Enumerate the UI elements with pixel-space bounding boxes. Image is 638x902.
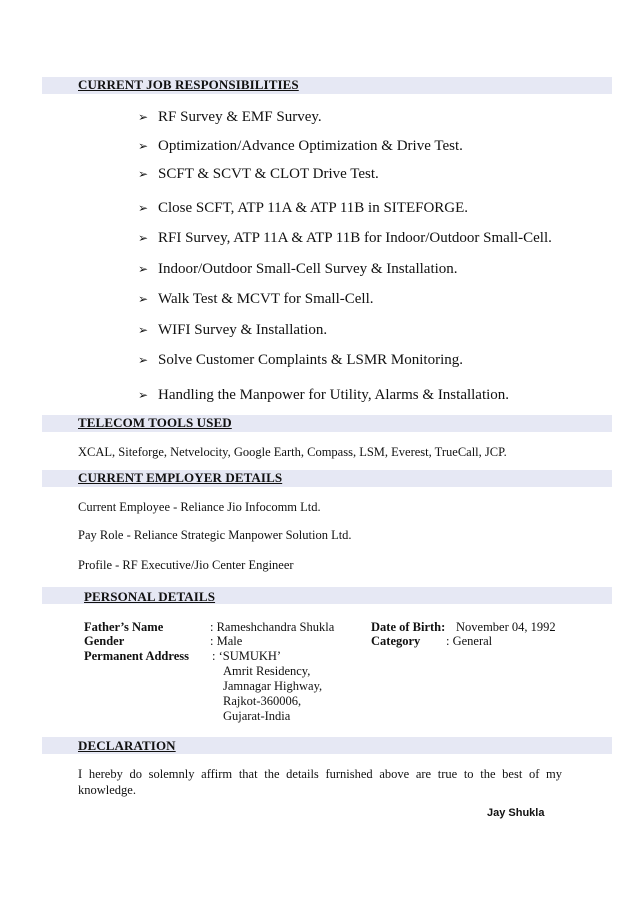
address-line: Gujarat-India <box>223 709 291 723</box>
list-item-text: Walk Test & MCVT for Small-Cell. <box>158 291 374 307</box>
arrow-bullet-icon: ➢ <box>138 353 149 367</box>
pay-role-text: Pay Role - Reliance Strategic Manpower Solution Ltd. <box>78 528 352 542</box>
list-item <box>138 137 463 155</box>
arrow-bullet-icon: ➢ <box>138 292 149 306</box>
list-item-text: SCFT & SCVT & CLOT Drive Test. <box>158 166 379 182</box>
section-title-personal: PERSONAL DETAILS <box>84 589 216 604</box>
list-item-text: Close SCFT, ATP 11A & ATP 11B in SITEFORGE. <box>158 200 469 216</box>
list-item-text: Indoor/Outdoor Small-Cell Survey & Installation. <box>158 261 458 277</box>
profile-text: Profile - RF Executive/Jio Center Engineer <box>78 558 294 572</box>
address-line: : ‘SUMUKH’ <box>212 649 282 663</box>
section-title-telecom-tools: TELECOM TOOLS USED <box>78 415 232 430</box>
declaration-text: I hereby do solemnly affirm that the details furnished above are true to the best of my knowledge. <box>78 767 562 797</box>
dob-value: November 04, 1992 <box>456 620 556 634</box>
arrow-bullet-icon: ➢ <box>138 167 149 181</box>
list-item <box>138 260 458 278</box>
arrow-bullet-icon: ➢ <box>138 110 149 124</box>
address-line: Rajkot-360006, <box>223 694 302 708</box>
section-title-declaration: DECLARATION <box>78 738 176 753</box>
list-item-text: RF Survey & EMF Survey. <box>158 109 322 125</box>
list-item <box>138 386 509 404</box>
arrow-bullet-icon: ➢ <box>138 201 149 215</box>
category-value: : General <box>446 634 493 648</box>
dob-label: Date of Birth: <box>371 620 446 634</box>
list-item-text: RFI Survey, ATP 11A & ATP 11B for Indoor/Outdoor Small-Cell. <box>158 230 552 246</box>
list-item <box>138 229 552 247</box>
list-item <box>138 290 374 308</box>
tools-text: XCAL, Siteforge, Netvelocity, Google Earth, Compass, LSM, Everest, TrueCall, JCP. <box>78 445 507 459</box>
section-title-current-job: CURRENT JOB RESPONSIBILITIES <box>78 77 299 92</box>
list-item-text: Handling the Manpower for Utility, Alarms & Installation. <box>158 387 510 403</box>
father-name-value: : Rameshchandra Shukla <box>210 620 335 634</box>
list-item <box>138 108 322 126</box>
list-item-text: WIFI Survey & Installation. <box>158 322 328 338</box>
arrow-bullet-icon: ➢ <box>138 323 149 337</box>
category-label: Category <box>371 634 421 648</box>
list-item <box>138 321 327 339</box>
list-item-text: Optimization/Advance Optimization & Drive Test. <box>158 138 463 154</box>
address-line: Jamnagar Highway, <box>223 679 323 693</box>
arrow-bullet-icon: ➢ <box>138 262 149 276</box>
list-item-text: Solve Customer Complaints & LSMR Monitoring. <box>158 352 464 368</box>
arrow-bullet-icon: ➢ <box>138 388 149 402</box>
current-employee-text: Current Employee - Reliance Jio Infocomm Ltd. <box>78 500 321 514</box>
father-name-label: Father’s Name <box>84 620 164 634</box>
list-item <box>138 165 379 183</box>
address-line: Amrit Residency, <box>223 664 311 678</box>
signature-name: Jay Shukla <box>487 807 545 819</box>
arrow-bullet-icon: ➢ <box>138 139 149 153</box>
gender-label: Gender <box>84 634 125 648</box>
list-item <box>138 351 463 369</box>
gender-value: : Male <box>210 634 243 648</box>
permanent-address-label: Permanent Address <box>84 649 189 663</box>
arrow-bullet-icon: ➢ <box>138 231 149 245</box>
section-title-current-employer: CURRENT EMPLOYER DETAILS <box>78 470 283 485</box>
list-item <box>138 199 468 217</box>
